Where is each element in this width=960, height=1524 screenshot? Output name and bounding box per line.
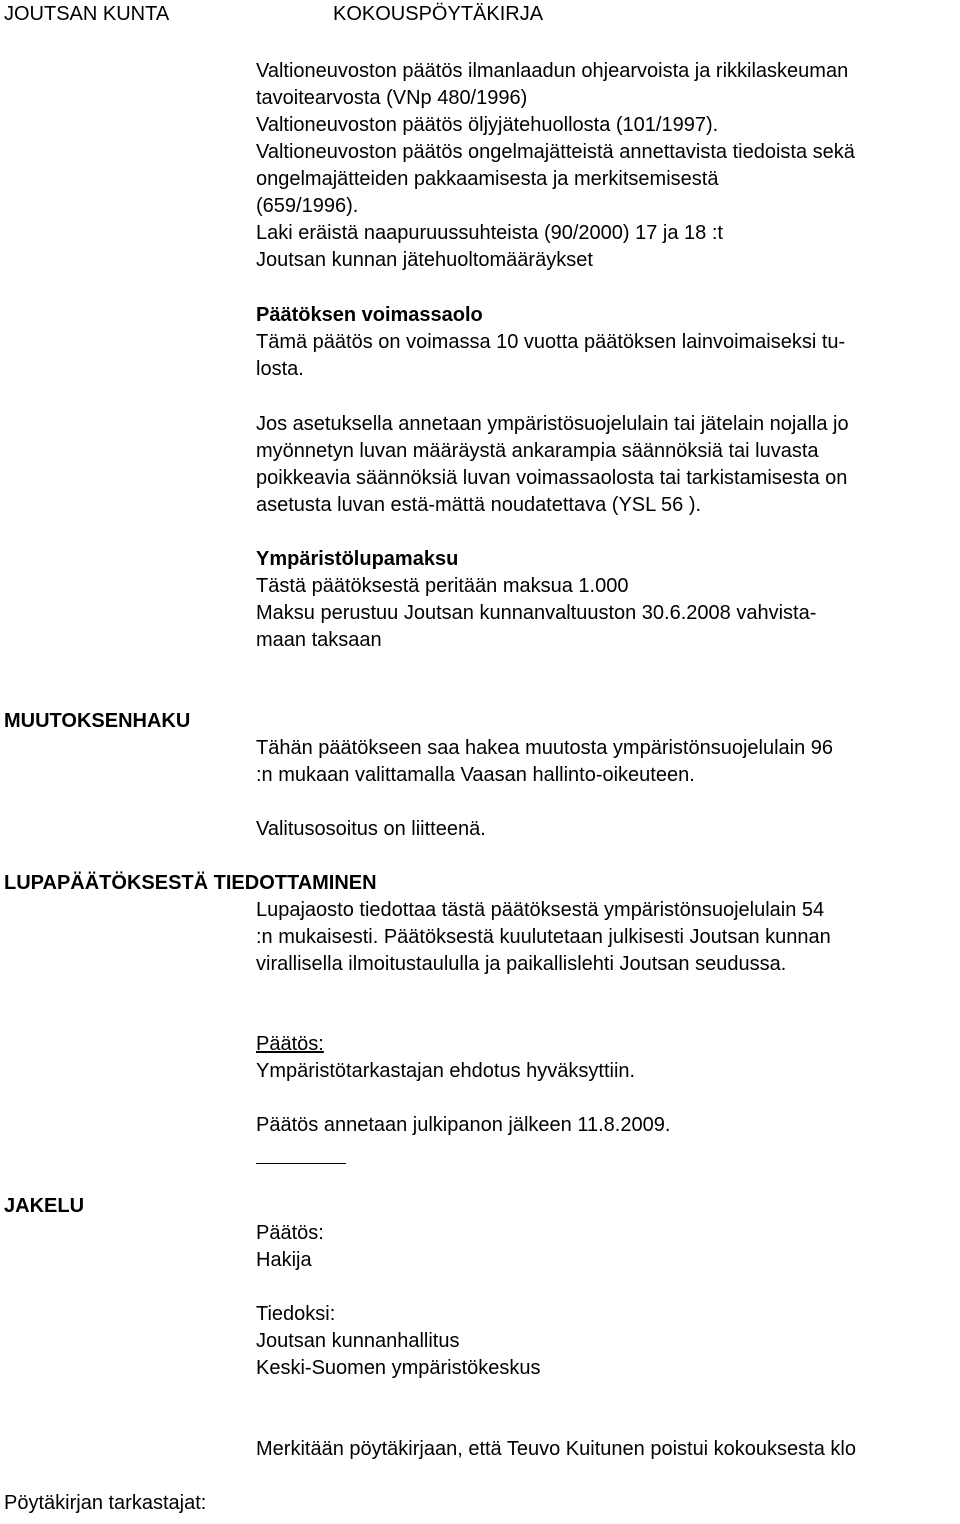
separator-line	[256, 1163, 346, 1164]
distribution-info-recipient: Keski-Suomen ympäristökeskus	[256, 1357, 541, 1379]
legal-ref-line: Laki eräistä naapuruussuhteista (90/2000) 17 ja 18 :t	[256, 222, 723, 244]
legal-ref-line: Joutsan kunnan jätehuoltomääräykset	[256, 249, 593, 271]
fee-heading: Ympäristölupamaksu	[256, 548, 459, 570]
legal-ref-line: ongelmajätteiden pakkaamisesta ja merkitsemisestä	[256, 168, 719, 190]
distribution-info-recipient: Joutsan kunnanhallitus	[256, 1330, 460, 1352]
distribution-info-label: Tiedoksi:	[256, 1303, 336, 1325]
announcement-label: LUPAPÄÄTÖKSESTÄ TIEDOTTAMINEN	[4, 872, 377, 894]
distribution-decision-label: Päätös:	[256, 1222, 324, 1244]
minutes-checkers-label: Pöytäkirjan tarkastajat:	[4, 1492, 207, 1514]
appeal-line: :n mukaan valittamalla Vaasan hallinto-oikeuteen.	[256, 764, 695, 786]
announcement-line: Lupajaosto tiedottaa tästä päätöksestä ympäristönsuojelulain 54	[256, 899, 825, 921]
regulation-line: myönnetyn luvan määräystä ankarampia säännöksiä tai luvasta	[256, 440, 819, 462]
municipality-name: JOUTSAN KUNTA	[4, 3, 170, 25]
regulation-line: Jos asetuksella annetaan ympäristösuojelulain tai jätelain nojalla jo	[256, 413, 849, 435]
legal-ref-line: tavoitearvosta (VNp 480/1996)	[256, 87, 528, 109]
fee-line: Tästä päätöksestä peritään maksua 1.000	[256, 575, 629, 597]
appeal-line: Tähän päätökseen saa hakea muutosta ympäristönsuojelulain 96	[256, 737, 834, 759]
legal-ref-line: Valtioneuvoston päätös ilmanlaadun ohjearvoista ja rikkilaskeuman	[256, 60, 849, 82]
minutes-note: Merkitään pöytäkirjaan, että Teuvo Kuitunen poistui kokouksesta klo	[256, 1438, 856, 1460]
fee-line: maan taksaan	[256, 629, 382, 651]
appeal-attachment-note: Valitusosoitus on liitteenä.	[256, 818, 486, 840]
legal-ref-line: Valtioneuvoston päätös öljyjätehuollosta (101/1997).	[256, 114, 719, 136]
decision-text: Ympäristötarkastajan ehdotus hyväksyttiin.	[256, 1060, 636, 1082]
validity-line: Tämä päätös on voimassa 10 vuotta päätöksen lainvoimaiseksi tu-	[256, 331, 846, 353]
decision-issue-date: Päätös annetaan julkipanon jälkeen 11.8.2009.	[256, 1114, 671, 1136]
announcement-line: :n mukaisesti. Päätöksestä kuulutetaan julkisesti Joutsan kunnan	[256, 926, 831, 948]
validity-heading: Päätöksen voimassaolo	[256, 304, 483, 326]
fee-line: Maksu perustuu Joutsan kunnanvaltuuston 30.6.2008 vahvista-	[256, 602, 817, 624]
regulation-line: asetusta luvan estä-mättä noudatettava (YSL 56 ).	[256, 494, 702, 516]
decision-label: Päätös:	[256, 1033, 324, 1055]
legal-ref-line: Valtioneuvoston päätös ongelmajätteistä annettavista tiedoista sekä	[256, 141, 855, 163]
distribution-label: JAKELU	[4, 1195, 85, 1217]
regulation-line: poikkeavia säännöksiä luvan voimassaolosta tai tarkistamisesta on	[256, 467, 848, 489]
document-type: KOKOUSPÖYTÄKIRJA	[333, 3, 544, 25]
announcement-line: virallisella ilmoitustaululla ja paikallislehti Joutsan seudussa.	[256, 953, 787, 975]
legal-ref-line: (659/1996).	[256, 195, 359, 217]
validity-line: losta.	[256, 358, 304, 380]
distribution-decision-recipient: Hakija	[256, 1249, 312, 1271]
appeal-label: MUUTOKSENHAKU	[4, 710, 191, 732]
